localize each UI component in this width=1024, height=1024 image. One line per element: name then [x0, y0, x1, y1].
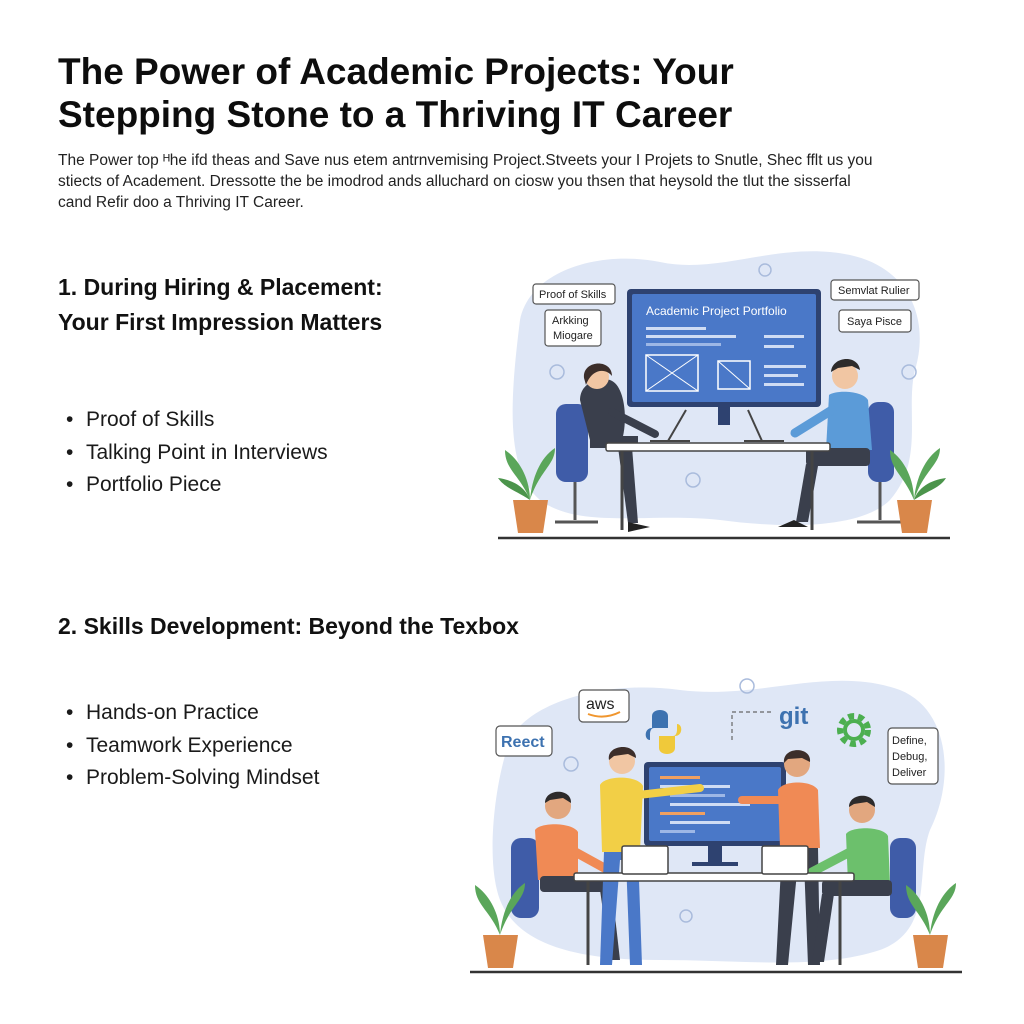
list-item: • Teamwork Experience: [66, 730, 319, 763]
intro-line-2: stiects of Academent. Dressotte the be imodrod ands alluchard on ciosw you thsen that heysold the tlut the sisserfal: [58, 173, 851, 190]
react-bubble: [496, 726, 552, 756]
bubble-define-line-2: Debug,: [892, 751, 928, 763]
intro-line-1: The Power top ᴴhe ifd theas and Save nus etem antrnvemising Project.Stveets your I Projets to Snutle, Shec fflt us you: [58, 152, 873, 169]
list-item: • Talking Point in Interviews: [66, 437, 328, 470]
git-logo: [779, 703, 808, 730]
list-item: • Problem-Solving Mindset: [66, 762, 319, 795]
monitor-title: Academic Project Portfolio: [646, 304, 787, 318]
section1-heading-line-1: 1. During Hiring & Placement:: [58, 274, 383, 300]
aws-bubble: [579, 690, 629, 722]
aws-bubble-text: aws: [586, 696, 615, 713]
section2-heading: 2. Skills Development: Beyond the Texbox: [58, 613, 519, 639]
list-item: • Hands-on Practice: [66, 697, 319, 730]
list-item: • Proof of Skills: [66, 404, 328, 437]
plant-icon: [906, 883, 956, 968]
bubble-talk-line-1: Arkking: [552, 315, 589, 327]
bubble-define-line-1: Define,: [892, 735, 927, 747]
section1-heading-line-2: Your First Impression Matters: [58, 309, 383, 335]
bubble-define-line-3: Deliver: [892, 767, 927, 779]
define-debug-deliver-bubble: [888, 728, 938, 784]
react-bubble-text: Reect: [501, 734, 545, 751]
bubble-right-text: Saya Pisce: [847, 316, 903, 328]
title-line-2: Stepping Stone to a Thriving IT Career: [58, 94, 733, 135]
bubble-right-top-text: Semvlat Rulier: [838, 285, 910, 297]
title-line-1: The Power of Academic Projects: Your: [58, 51, 734, 92]
intro-line-3: cand Refir doo a Thriving IT Career.: [58, 194, 304, 211]
list-item: • Portfolio Piece: [66, 469, 328, 502]
git-logo-text: git: [779, 703, 809, 730]
bubble-proof-text: Proof of Skills: [539, 289, 607, 301]
bubble-talk-line-2: Miogare: [553, 330, 593, 342]
